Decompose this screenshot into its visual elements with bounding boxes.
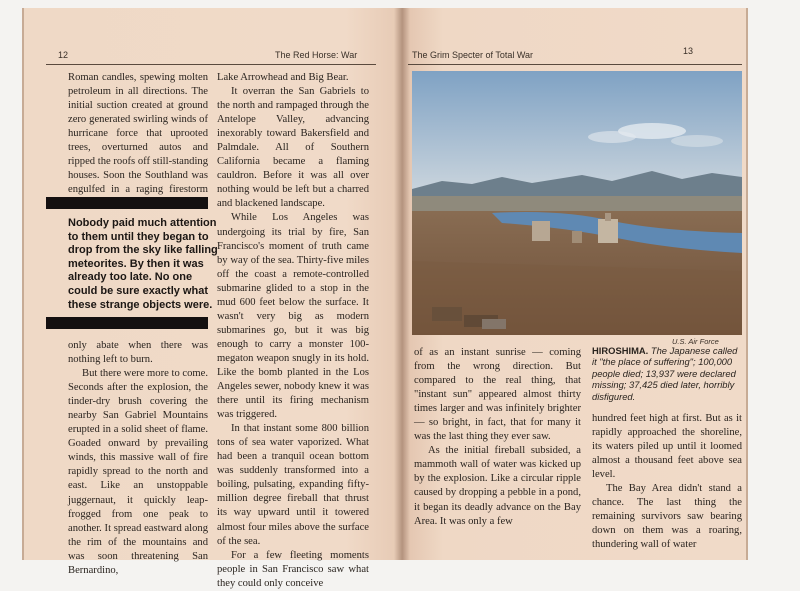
- right-header-rule: [408, 64, 742, 65]
- paragraph: As the initial fireball subsided, a mammoth wall of water was kicked up by the explosion. Like a circular ripple caused by dropping a pebble in a pond, it began its deadly advance on the Bay Area. It was only a few: [414, 445, 581, 527]
- paragraph: Roman candles, spewing molten petroleum in all directions. The initial suction created at ground zero generated swirling winds of hurricane force that uprooted trees, overturned autos and ripped the roofs off still-standing houses. Soon the Southland was engulfed in a raging firestorm: [68, 72, 208, 196]
- paragraph: hundred feet high at first. But as it rapidly approached the shoreline, its waters piled up until it loomed almost a thousand feet above sea level.: [592, 413, 742, 481]
- paragraph: Lake Arrowhead and Big Bear.: [217, 72, 349, 83]
- pull-quote-bottom-bar: [46, 317, 208, 329]
- book-gutter: [394, 8, 410, 560]
- left-col1-top: [68, 71, 208, 211]
- hiroshima-photo: [412, 71, 742, 335]
- left-page-number: 12: [58, 50, 69, 60]
- paragraph: It overran the San Gabriels to the north and rampaged through the Antelope Valley, advancing inexorably toward Bakersfield and Palmdale. All of Southern California became a flaming cauldron. Before it was all over nothing would be left but a charred and blackened landscape.: [217, 86, 369, 210]
- paragraph: The Bay Area didn't stand a chance. The last thing the remaining survivors saw bearing down on them was a roaring, thundering wall of water: [592, 483, 742, 551]
- photo-credit: U.S. Air Force: [672, 337, 719, 346]
- right-running-head: The Grim Specter of Total War: [412, 50, 534, 60]
- left-header-rule: [46, 64, 376, 65]
- paragraph: For a few fleeting moments people in San Francisco saw what they could only conceive: [217, 549, 369, 589]
- left-col1-bottom: [68, 339, 208, 578]
- left-col2: [217, 71, 369, 591]
- paragraph: While Los Angeles was undergoing its trial by fire, San Francisco's moment of truth came by way of the sea. Thirty-five miles off the coast a remote-controlled submarine glided to a stop in the mud 600 feet below the surface. It wasn't very big as modern submarines go, but it was big enough to carry a monster 100-megaton weapon snugly in its hold. Like the bomb planted in the Los Angeles sewer, nobody knew it was there until its firing mechanism was triggered.: [217, 212, 369, 421]
- caption-heading: HIROSHIMA.: [592, 345, 649, 356]
- left-running-head: The Red Horse: War: [275, 50, 358, 60]
- paragraph: only abate when there was nothing left to burn.: [68, 340, 208, 366]
- paragraph: But there were more to come. Seconds after the explosion, the tinder-dry brush covering the nearby San Gabriel Mountains erupted in a solid sheet of flame. Goaded onward by prevailing winds, this massive wall of fire rapidly spread to the north and east. Like an unstoppable juggernaut, it quickly leap-frogged from one peak to another. It spread eastward along the rim of the mountains and was soon threatening San Bernardino,: [68, 368, 208, 576]
- pull-quote-top-bar: [46, 197, 208, 209]
- right-page-number: 13: [683, 46, 694, 56]
- pull-quote: Nobody paid much attention to them until they began to drop from the sky like falling meteorites. By then it was already too late. No one could be sure exactly what these strange objects were.: [68, 217, 218, 311]
- paragraph: In that instant some 800 billion tons of sea water vaporized. What had been a tranquil ocean bottom was suddenly transformed into a boiling, pulsating, expanding fifty-million degree fireball that thrust its way upward until it towered almost four miles above the surface of the sea.: [217, 423, 369, 547]
- paragraph: of as an instant sunrise — coming from the wrong direction. But compared to the real thing, that "instant sun" appeared almost thirty times larger and was infinitely brighter — so bright, in fact, that for many it was the last thing they ever saw.: [414, 347, 581, 443]
- right-col2: [592, 412, 742, 552]
- right-col1: [414, 346, 581, 529]
- photo-caption: [592, 345, 742, 402]
- hiroshima-ruins-image: [412, 71, 742, 335]
- caption-body: The Japanese called it "the place of suffering"; 100,000 people died; 13,937 were declared missing; 37,425 died later, horribly disfigured.: [592, 345, 738, 402]
